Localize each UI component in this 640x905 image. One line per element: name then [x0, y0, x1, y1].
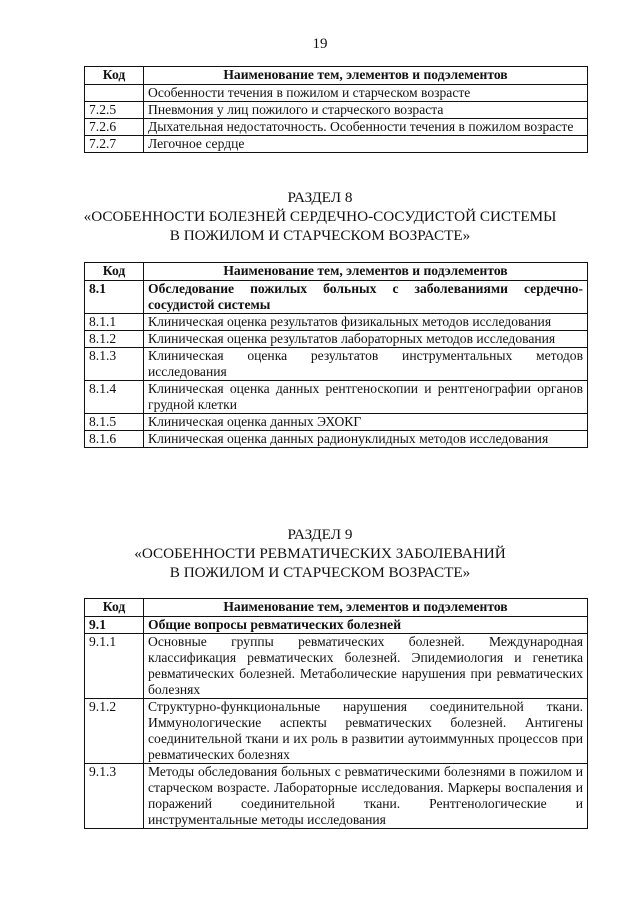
row-name: Методы обследования больных с ревматическими болезнями в пожилом и старческом возрасте. Лабораторные исследования. Маркеры воспаления и поражений соединительной ткани. Рентгенологические и инструментальные методы исследования [144, 764, 588, 829]
row-name: Клиническая оценка результатов физикальных методов исследования [144, 314, 588, 331]
table-row [85, 314, 588, 331]
row-code: 8.1.2 [85, 331, 144, 348]
table-row [85, 136, 588, 153]
section-8-label: РАЗДЕЛ 8 [287, 189, 353, 206]
header-code: Код [85, 599, 144, 617]
section-9-heading [0, 525, 640, 582]
row-code: 8.1.6 [85, 431, 144, 448]
row-code: 9.1.3 [85, 764, 144, 829]
table-row [85, 102, 588, 119]
row-code: 9.1.1 [85, 634, 144, 699]
page-number: 19 [312, 36, 328, 52]
row-name: Структурно-функциональные нарушения соединительной ткани. Иммунологические аспекты ревматических болезней. Антигены соединительной ткани и их роль в развитии аутоиммунных процессов при ревматических болезнях [144, 699, 588, 764]
table-row [85, 431, 588, 448]
row-name: Клиническая оценка данных радионуклидных методов исследования [144, 431, 588, 448]
section-8-title-line2: В ПОЖИЛОМ И СТАРЧЕСКОМ ВОЗРАСТЕ» [169, 227, 471, 244]
table-row [85, 699, 588, 764]
row-code [85, 85, 144, 102]
row-code: 8.1.4 [85, 381, 144, 414]
row-name: Общие вопросы ревматических болезней [144, 617, 588, 634]
table-section-8 [84, 262, 588, 448]
table-section-7 [84, 66, 588, 153]
section-9-title-line2: В ПОЖИЛОМ И СТАРЧЕСКОМ ВОЗРАСТЕ» [169, 564, 471, 581]
row-name: Основные группы ревматических болезней. Международная классификация ревматических болезней. Эпидемиология и генетика ревматических болезней. Метаболические нарушения при ревматических болезнях [144, 634, 588, 699]
row-code: 7.2.7 [85, 136, 144, 153]
header-name: Наименование тем, элементов и подэлементов [144, 263, 588, 281]
row-code: 7.2.6 [85, 119, 144, 136]
row-name: Дыхательная недостаточность. Особенности течения в пожилом возрасте [144, 119, 588, 136]
table-row [85, 764, 588, 829]
row-name: Клиническая оценка данных рентгеноскопии и рентгенографии органов грудной клетки [144, 381, 588, 414]
header-code: Код [85, 67, 144, 85]
table-section-9 [84, 598, 588, 829]
row-name: Клиническая оценка данных ЭХОКГ [144, 414, 588, 431]
row-code: 8.1.3 [85, 348, 144, 381]
table-row [85, 634, 588, 699]
row-code: 9.1.2 [85, 699, 144, 764]
row-code: 9.1 [85, 617, 144, 634]
row-name: Обследование пожилых больных с заболеваниями сердечно-сосудистой системы [144, 281, 588, 314]
header-name: Наименование тем, элементов и подэлементов [144, 599, 588, 617]
table-row [85, 348, 588, 381]
section-9-title-line1: «ОСОБЕННОСТИ РЕВМАТИЧЕСКИХ ЗАБОЛЕВАНИЙ [134, 545, 506, 562]
row-code: 8.1.1 [85, 314, 144, 331]
table-row [85, 381, 588, 414]
header-name: Наименование тем, элементов и подэлементов [144, 67, 588, 85]
row-name: Клиническая оценка результатов инструментальных методов исследования [144, 348, 588, 381]
row-name: Особенности течения в пожилом и старческом возрасте [144, 85, 588, 102]
row-name: Пневмония у лиц пожилого и старческого возраста [144, 102, 588, 119]
section-8-heading [0, 188, 640, 245]
table-row [85, 119, 588, 136]
section-9-label: РАЗДЕЛ 9 [287, 526, 353, 543]
section-8-title-line1: «ОСОБЕННОСТИ БОЛЕЗНЕЙ СЕРДЕЧНО-СОСУДИСТОЙ СИСТЕМЫ [83, 208, 557, 225]
table-row [85, 617, 588, 634]
row-code: 8.1 [85, 281, 144, 314]
table-row [85, 281, 588, 314]
row-name: Легочное сердце [144, 136, 588, 153]
table-row [85, 331, 588, 348]
row-code: 7.2.5 [85, 102, 144, 119]
header-code: Код [85, 263, 144, 281]
row-name: Клиническая оценка результатов лабораторных методов исследования [144, 331, 588, 348]
table-row [85, 85, 588, 102]
table-row [85, 414, 588, 431]
row-code: 8.1.5 [85, 414, 144, 431]
